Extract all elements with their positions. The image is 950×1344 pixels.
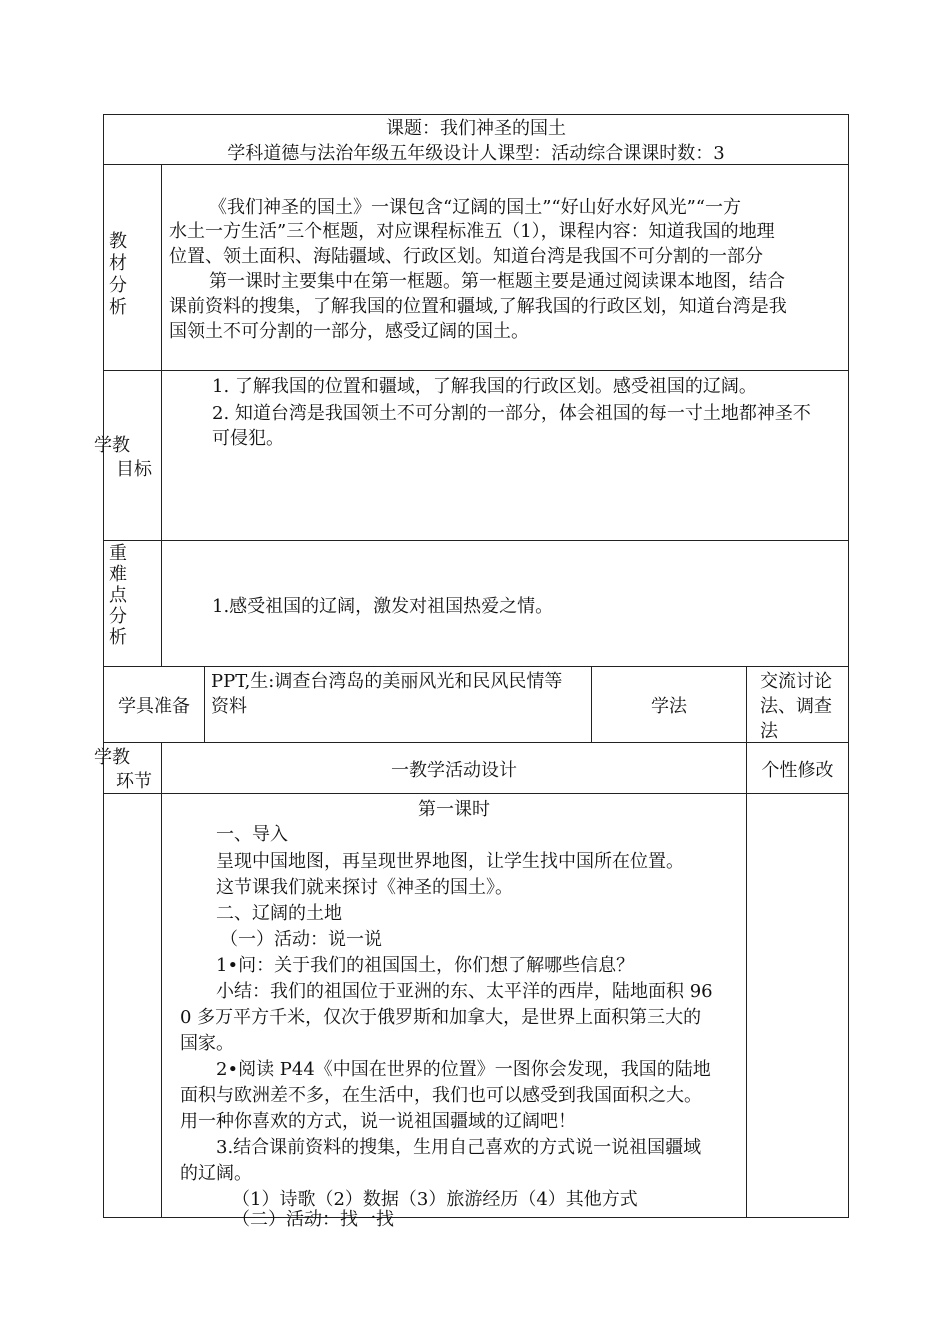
table-rule (103, 540, 849, 541)
modify-column-header: 个性修改 (761, 760, 834, 781)
goal-item: 1. 了解我国的位置和疆域，了解我国的行政区划。感受祖国的辽阔。 (212, 376, 757, 397)
analysis-line: 《我们神圣的国土》一课包含“辽阔的国土”“好山好水好风光”“一方 (209, 197, 742, 218)
keypoints-text: 1.感受祖国的辽阔，激发对祖国热爱之情。 (212, 596, 554, 617)
goals-label-line: 学教 (94, 435, 130, 456)
table-rule (204, 666, 205, 743)
prep-label: 学具准备 (118, 696, 190, 717)
design-column-header: 一教学活动设计 (391, 760, 517, 781)
page-title: 课题：我们神圣的国土 (386, 118, 566, 139)
prep-content-line: PPT,生:调查台湾岛的美丽风光和民风民情等 (211, 671, 563, 692)
analysis-label-char: 教 (109, 231, 127, 252)
lesson-line: （二）活动：找一找 (232, 1209, 394, 1230)
lesson-line: 用一种你喜欢的方式，说一说祖国疆域的辽阔吧！ (180, 1111, 576, 1132)
goal-item: 2. 知道台湾是我国领土不可分割的一部分，体会祖国的每一寸土地都神圣不 (212, 403, 811, 424)
steps-label-line: 学教 (94, 747, 130, 768)
goal-item: 可侵犯。 (212, 428, 284, 449)
lesson-line: 二、辽阔的土地 (216, 903, 342, 924)
lesson-line: 2•阅读 P44《中国在世界的位置》一图你会发现，我国的陆地 (216, 1059, 711, 1080)
table-rule (746, 666, 747, 1218)
table-rule (103, 370, 849, 371)
keypoints-label-char: 析 (109, 627, 127, 648)
course-meta: 学科道德与法治年级五年级设计人课型：活动综合课课时数：3 (227, 143, 725, 164)
table-rule (161, 164, 162, 667)
goals-label-line: 目标 (116, 459, 152, 480)
method-line: 法、调查 (760, 696, 832, 717)
lesson-body (162, 794, 746, 1230)
lesson-line: 呈现中国地图，再呈现世界地图，让学生找中国所在位置。 (216, 851, 684, 872)
analysis-line: 第一课时主要集中在第一框题。第一框题主要是通过阅读课本地图，结合 (209, 271, 785, 292)
analysis-line: 课前资料的搜集，了解我国的位置和疆域,了解我国的行政区划，知道台湾是我 (169, 296, 787, 317)
lesson-line: 面积与欧洲差不多，在生活中，我们也可以感受到我国面积之大。 (180, 1085, 702, 1106)
keypoints-label-char: 难 (109, 564, 127, 585)
lesson-line: 1•问：关于我们的祖国国土，你们想了解哪些信息？ (216, 955, 635, 976)
lesson-line: 一、导入 (216, 824, 288, 845)
lesson-line: 小结：我们的祖国位于亚洲的东、太平洋的西岸，陆地面积 96 (216, 981, 713, 1002)
method-line: 法 (760, 721, 778, 742)
steps-label-line: 环节 (116, 771, 152, 792)
lesson-line: 的辽阔。 (180, 1163, 252, 1184)
method-label: 学法 (651, 696, 687, 717)
lesson-line: 国家。 (180, 1033, 234, 1054)
lesson-line: （一）活动：说一说 (220, 929, 382, 950)
table-rule (848, 114, 849, 1218)
analysis-line: 水土一方生活”三个框题，对应课程标准五（1），课程内容：知道我国的地理 (169, 221, 775, 242)
lesson-title: 第一课时 (418, 799, 490, 820)
table-rule (103, 1217, 849, 1218)
table-rule (103, 114, 104, 1218)
method-line: 交流讨论 (760, 671, 832, 692)
lesson-line: 这节课我们就来探讨《神圣的国土》。 (216, 877, 513, 898)
keypoints-label-char: 分 (109, 606, 127, 627)
analysis-label-char: 材 (109, 253, 127, 274)
prep-content-line: 资料 (211, 696, 247, 717)
lesson-line: （1）诗歌（2）数据（3）旅游经历（4）其他方式 (232, 1189, 638, 1210)
keypoints-label-char: 点 (109, 585, 127, 606)
analysis-label-char: 析 (109, 297, 127, 318)
analysis-line: 位置、领土面积、海陆疆域、行政区划。知道台湾是我国不可分割的一部分 (169, 246, 763, 267)
table-rule (103, 742, 849, 743)
analysis-line: 国领土不可分割的一部分，感受辽阔的国土。 (169, 321, 529, 342)
lesson-line: 3.结合课前资料的搜集，生用自己喜欢的方式说一说祖国疆域 (216, 1137, 702, 1158)
table-rule (103, 666, 849, 667)
keypoints-label-char: 重 (109, 543, 127, 564)
analysis-label-char: 分 (109, 275, 127, 296)
lesson-line: 0 多万平方千米，仅次于俄罗斯和加拿大，是世界上面积第三大的 (180, 1007, 702, 1028)
